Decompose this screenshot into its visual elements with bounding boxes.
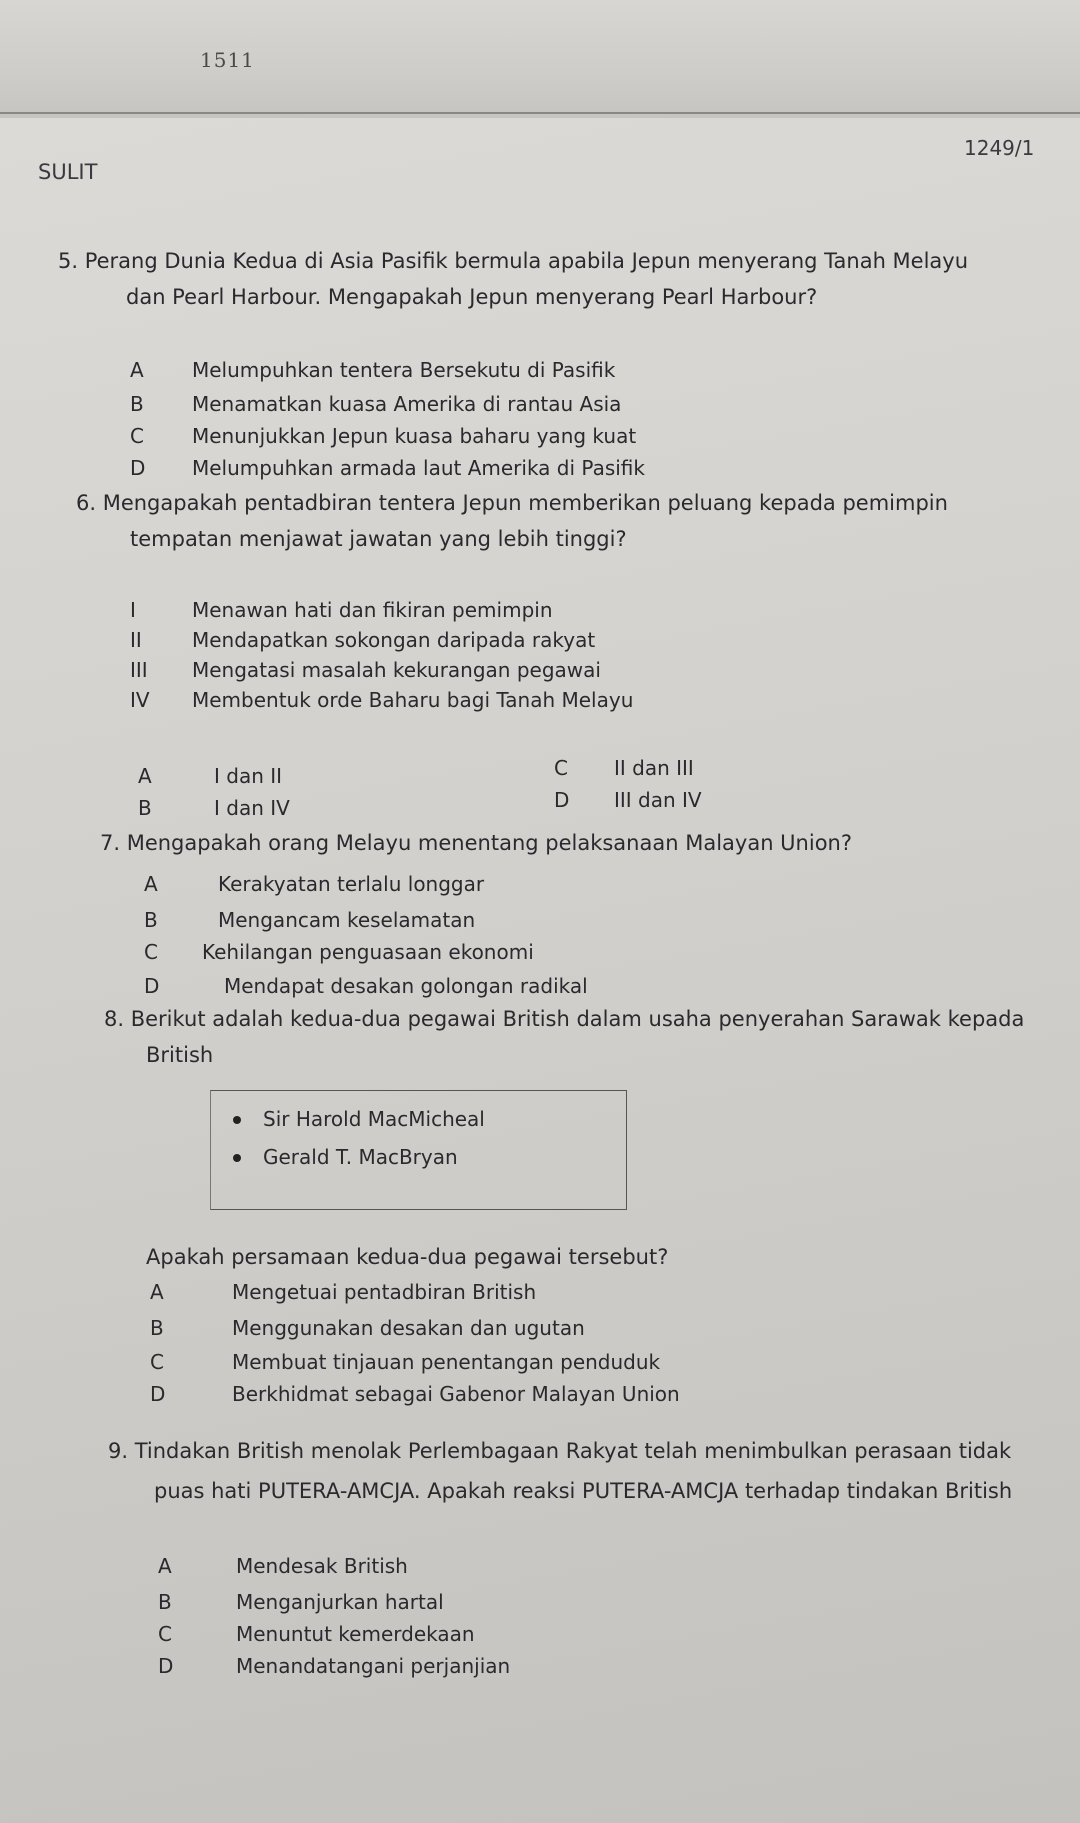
option-key: A [130, 358, 144, 382]
q6-option-c[interactable] [554, 756, 694, 780]
option-key: B [144, 908, 158, 932]
option-key: B [158, 1590, 172, 1614]
option-text: Membuat tinjauan penentangan penduduk [232, 1350, 661, 1374]
q7-option-d[interactable] [144, 974, 588, 998]
option-text: I dan IV [214, 796, 290, 820]
q6-option-b[interactable] [138, 796, 290, 820]
question-5-line1: 5. Perang Dunia Kedua di Asia Pasifik bermula apabila Jepun menyerang Tanah Melayu [58, 249, 969, 273]
option-key: C [158, 1622, 172, 1646]
question-8-line1: 8. Berikut adalah kedua-dua pegawai British dalam usaha penyerahan Sarawak kepada [104, 1007, 1025, 1031]
officer-bullet-1 [263, 1107, 485, 1131]
question-6-line2: tempatan menjawat jawatan yang lebih tinggi? [130, 527, 627, 551]
page-stamp: 1511 [200, 48, 255, 72]
question-9 [108, 1436, 1012, 1506]
option-text: Kehilangan penguasaan ekonomi [202, 940, 534, 964]
option-text: Menuntut kemerdekaan [236, 1622, 475, 1646]
question-8 [104, 1004, 1024, 1070]
option-key: D [158, 1654, 174, 1678]
question-7 [100, 828, 852, 858]
option-text: Melumpuhkan tentera Bersekutu di Pasifik [192, 358, 616, 382]
q7-option-b[interactable] [144, 908, 475, 932]
question-5 [58, 246, 968, 312]
option-text: III dan IV [614, 788, 702, 812]
question-6-line1: 6. Mengapakah pentadbiran tentera Jepun memberikan peluang kepada pemimpin [76, 491, 948, 515]
q6-statement-iii [130, 658, 601, 682]
statement-text: Membentuk orde Baharu bagi Tanah Melayu [192, 688, 634, 712]
question-8-prompt: Apakah persamaan kedua-dua pegawai tersebut? [146, 1245, 669, 1269]
q5-option-a[interactable] [130, 358, 615, 382]
q5-option-b[interactable] [130, 392, 621, 416]
q8-option-d[interactable] [150, 1382, 680, 1406]
option-key: B [150, 1316, 164, 1340]
option-key: C [150, 1350, 164, 1374]
statement-key: I [130, 598, 136, 622]
option-key: A [144, 872, 158, 896]
q6-option-a[interactable] [138, 764, 282, 788]
previous-page-strip [0, 0, 1080, 120]
question-8-line2: British [146, 1043, 214, 1067]
option-text: Menunjukkan Jepun kuasa baharu yang kuat [192, 424, 637, 448]
option-key: D [130, 456, 146, 480]
bullet-dot [233, 1154, 241, 1162]
question-6 [76, 488, 948, 554]
q8-option-b[interactable] [150, 1316, 585, 1340]
q6-option-d[interactable] [554, 788, 702, 812]
q9-option-b[interactable] [158, 1590, 444, 1614]
option-text: Mendesak British [236, 1554, 408, 1578]
header-sulit: SULIT [38, 160, 98, 184]
statement-text: Mengatasi masalah kekurangan pegawai [192, 658, 601, 682]
option-text: Mengetuai pentadbiran British [232, 1280, 537, 1304]
option-key: D [150, 1382, 166, 1406]
option-key: D [554, 788, 570, 812]
q6-statement-i [130, 598, 553, 622]
option-key: A [150, 1280, 164, 1304]
option-text: Menandatangani perjanjian [236, 1654, 511, 1678]
option-key: C [130, 424, 144, 448]
option-text: Mengancam keselamatan [218, 908, 476, 932]
option-text: Menggunakan desakan dan ugutan [232, 1316, 585, 1340]
option-text: II dan III [614, 756, 694, 780]
officer-name: Gerald T. MacBryan [263, 1145, 458, 1169]
officer-bullet-2 [263, 1145, 458, 1169]
option-text: Melumpuhkan armada laut Amerika di Pasifik [192, 456, 645, 480]
statement-text: Mendapatkan sokongan daripada rakyat [192, 628, 596, 652]
question-9-line2: puas hati PUTERA-AMCJA. Apakah reaksi PUTERA-AMCJA terhadap tindakan British [154, 1479, 1013, 1503]
option-text: Menamatkan kuasa Amerika di rantau Asia [192, 392, 622, 416]
statement-key: II [130, 628, 142, 652]
option-key: D [144, 974, 160, 998]
statement-text: Menawan hati dan fikiran pemimpin [192, 598, 553, 622]
exam-page [0, 118, 1080, 1823]
option-key: C [554, 756, 568, 780]
q6-statement-ii [130, 628, 595, 652]
option-text: Berkhidmat sebagai Gabenor Malayan Union [232, 1382, 680, 1406]
question-5-line2: dan Pearl Harbour. Mengapakah Jepun menyerang Pearl Harbour? [126, 285, 818, 309]
option-key: C [144, 940, 158, 964]
option-key: B [138, 796, 152, 820]
q8-option-a[interactable] [150, 1280, 536, 1304]
q8-option-c[interactable] [150, 1350, 660, 1374]
q5-option-d[interactable] [130, 456, 645, 480]
option-key: A [138, 764, 152, 788]
option-text: Menganjurkan hartal [236, 1590, 444, 1614]
q5-option-c[interactable] [130, 424, 636, 448]
q7-option-a[interactable] [144, 872, 484, 896]
option-text: Mendapat desakan golongan radikal [224, 974, 588, 998]
statement-key: IV [130, 688, 150, 712]
question-9-line1: 9. Tindakan British menolak Perlembagaan Rakyat telah menimbulkan perasaan tidak [108, 1439, 1012, 1463]
q9-option-d[interactable] [158, 1654, 510, 1678]
bullet-dot [233, 1116, 241, 1124]
option-key: A [158, 1554, 172, 1578]
q9-option-c[interactable] [158, 1622, 475, 1646]
option-text: I dan II [214, 764, 283, 788]
q6-statement-iv [130, 688, 633, 712]
q7-option-c[interactable] [144, 940, 534, 964]
statement-key: III [130, 658, 148, 682]
officer-name: Sir Harold MacMicheal [263, 1107, 485, 1131]
header-paper-code: 1249/1 [964, 136, 1035, 160]
option-text: Kerakyatan terlalu longgar [218, 872, 485, 896]
q9-option-a[interactable] [158, 1554, 408, 1578]
question-7-line1: 7. Mengapakah orang Melayu menentang pelaksanaan Malayan Union? [100, 831, 853, 855]
officers-box [210, 1090, 627, 1210]
page-edge-line [0, 112, 1080, 114]
option-key: B [130, 392, 144, 416]
